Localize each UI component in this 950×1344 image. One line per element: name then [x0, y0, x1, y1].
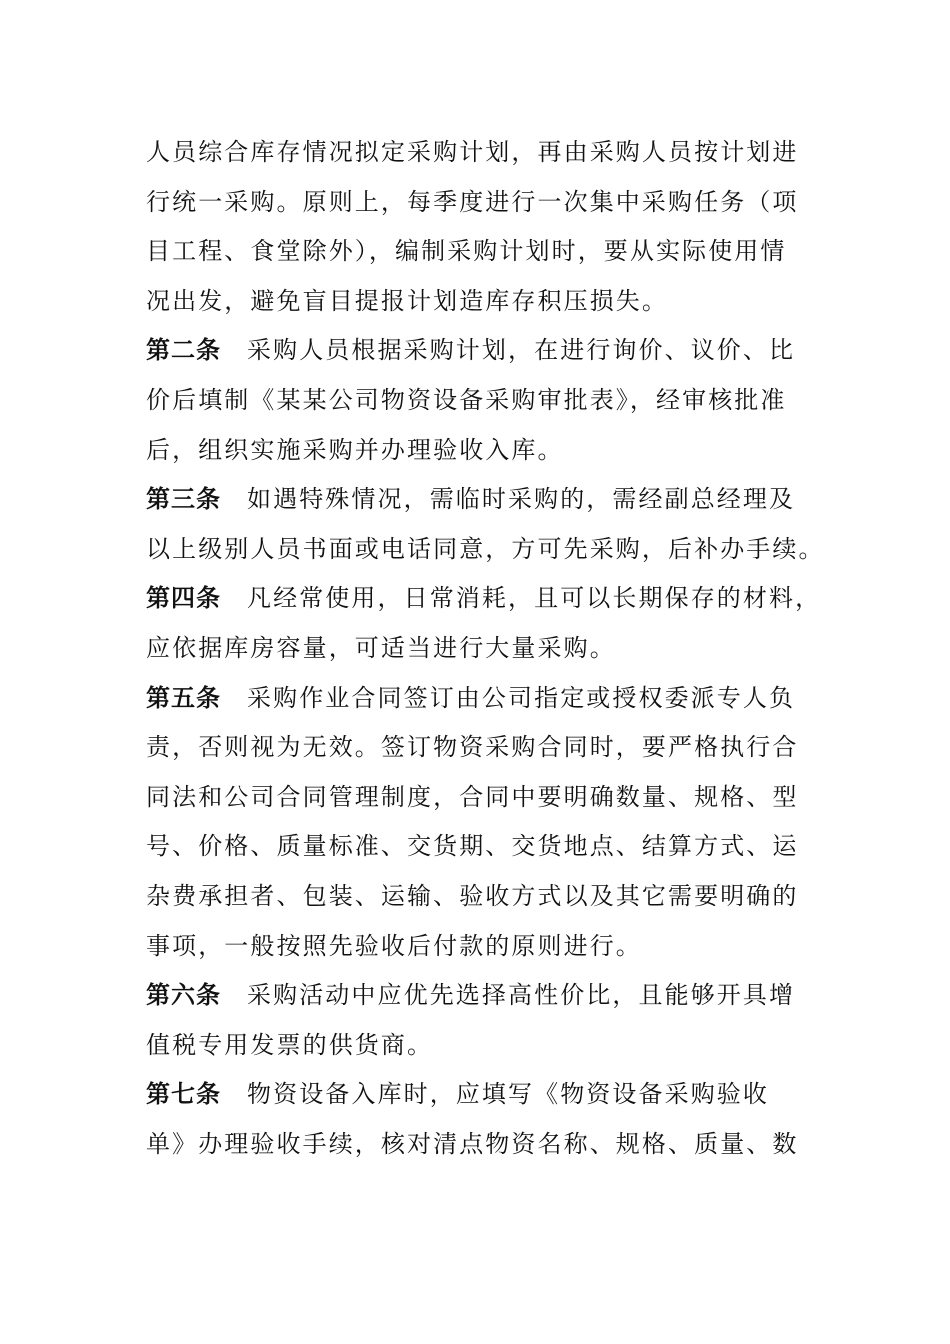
article-label: 第四条	[146, 584, 221, 613]
line-text: 如遇特殊情况，需临时采购的，需经副总经理及	[247, 485, 796, 514]
paragraph-line: 同法和公司合同管理制度，合同中要明确数量、规格、型	[146, 782, 799, 811]
paragraph-line	[146, 326, 796, 376]
paragraph-line: 后，组织实施采购并办理验收入库。	[146, 435, 564, 464]
article-label: 第三条	[146, 485, 221, 514]
article-label: 第七条	[146, 1080, 221, 1109]
paragraph-line: 价后填制《某某公司物资设备采购审批表》，经审核批准	[146, 385, 787, 414]
line-text: 采购活动中应优先选择高性价比，且能够开具增	[247, 981, 796, 1010]
article-5	[146, 674, 799, 972]
paragraph-line: 杂费承担者、包装、运输、验收方式以及其它需要明确的	[146, 881, 799, 910]
line-text: 采购人员根据采购计划，在进行询价、议价、比	[247, 336, 796, 365]
paragraph-line: 责，否则视为无效。签订物资采购合同时，要严格执行合	[146, 733, 799, 762]
paragraph-line	[146, 971, 796, 1021]
paragraph-line: 行统一采购。原则上，每季度进行一次集中采购任务（项	[146, 187, 799, 216]
article-3	[146, 475, 825, 574]
paragraph-line: 况出发，避免盲目提报计划造库存积压损失。	[146, 286, 668, 315]
article-6	[146, 971, 796, 1070]
paragraph-line	[146, 1070, 796, 1120]
line-text: 物资设备入库时，应填写《物资设备采购验收	[247, 1080, 769, 1109]
article-label: 第五条	[146, 683, 221, 712]
paragraph-line: 应依据库房容量，可适当进行大量采购。	[146, 633, 616, 662]
paragraph-line	[146, 574, 822, 624]
paragraph-line: 号、价格、质量标准、交货期、交货地点、结算方式、运	[146, 832, 799, 861]
paragraph-line: 值税专用发票的供货商。	[146, 1030, 434, 1059]
line-text: 采购作业合同签订由公司指定或授权委派专人负	[247, 683, 796, 712]
paragraph-continued	[146, 128, 799, 326]
paragraph-line	[146, 674, 796, 724]
line-text: 凡经常使用，日常消耗，且可以长期保存的材料，	[247, 584, 822, 613]
article-2	[146, 326, 796, 475]
paragraph-line: 以上级别人员书面或电话同意，方可先采购，后补办手续。	[146, 534, 825, 563]
article-label: 第六条	[146, 981, 221, 1010]
paragraph-line	[146, 475, 796, 525]
article-label: 第二条	[146, 336, 221, 365]
paragraph-line: 人员综合库存情况拟定采购计划，再由采购人员按计划进	[146, 138, 799, 166]
paragraph-line: 事项，一般按照先验收后付款的原则进行。	[146, 931, 642, 960]
document-body	[146, 128, 825, 1169]
article-7	[146, 1070, 799, 1169]
paragraph-line: 目工程、食堂除外），编制采购计划时，要从实际使用情	[146, 237, 787, 266]
article-4	[146, 574, 822, 673]
paragraph-line: 单》办理验收手续，核对清点物资名称、规格、质量、数	[146, 1129, 799, 1158]
